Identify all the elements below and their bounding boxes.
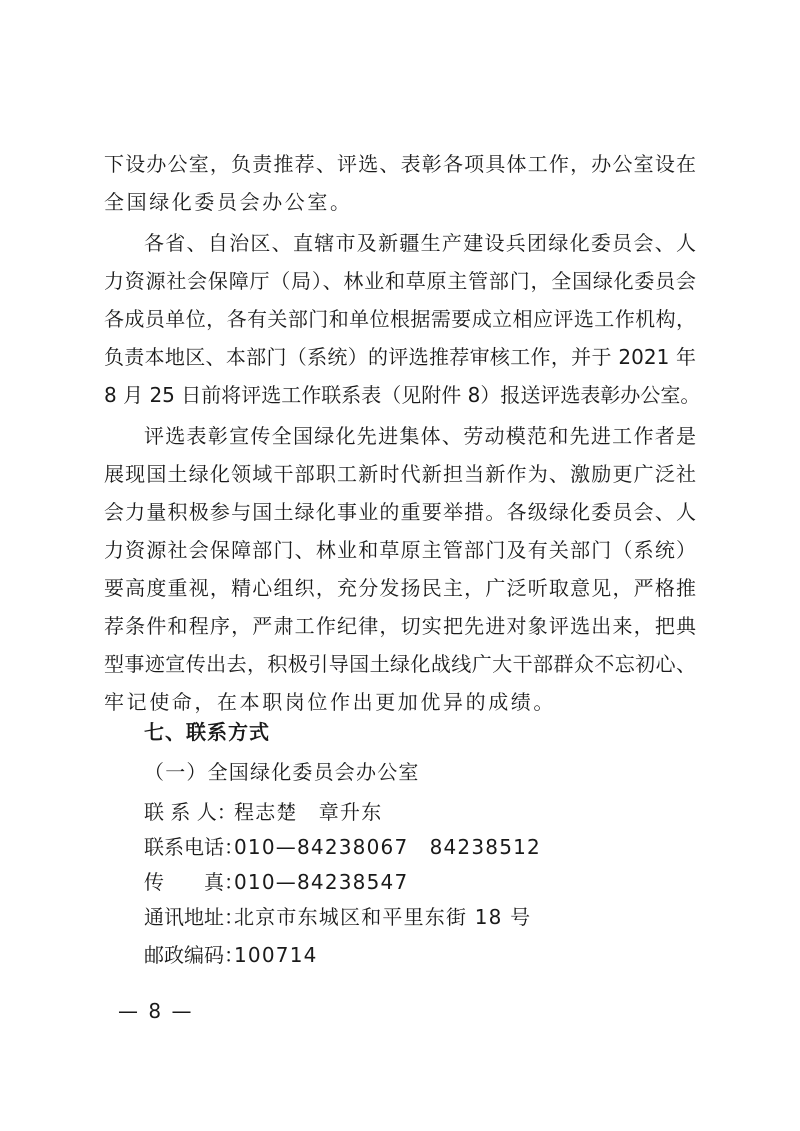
body-line-14: 型事迹宣传出去，积极引导国土绿化战线广大干部群众不忘初心、 bbox=[104, 652, 696, 676]
body-line-1: 下设办公室，负责推荐、评选、表彰各项具体工作，办公室设在 bbox=[104, 152, 696, 176]
page-number: — 8 — bbox=[118, 999, 194, 1023]
body-line-11: 力资源社会保障部门、林业和草原主管部门及有关部门（系统） bbox=[104, 538, 696, 562]
body-line-7: 8 月 25 日前将评选工作联系表（见附件 8）报送评选表彰办公室。 bbox=[104, 383, 701, 407]
body-line-12: 要高度重视，精心组织，充分发扬民主，广泛听取意见，严格推 bbox=[104, 576, 696, 600]
body-line-3: 各省、自治区、直辖市及新疆生产建设兵团绿化委员会、人 bbox=[144, 231, 696, 255]
contact-fax-value: 010—84238547 bbox=[234, 870, 409, 894]
body-line-9: 展现国土绿化领域干部职工新时代新担当新作为、激励更广泛社 bbox=[104, 462, 696, 486]
body-line-13: 荐条件和程序，严肃工作纪律，切实把先进对象评选出来，把典 bbox=[104, 614, 696, 638]
contact-address-row bbox=[144, 903, 531, 931]
contact-person-row bbox=[144, 798, 382, 826]
contact-phone-row bbox=[144, 833, 541, 861]
contact-office: （一）全国绿化委员会办公室 bbox=[144, 760, 420, 784]
body-line-15: 牢记使命，在本职岗位作出更加优异的成绩。 bbox=[104, 690, 556, 714]
contact-address-label: 通讯地址： bbox=[144, 905, 244, 929]
body-line-5: 各成员单位，各有关部门和单位根据需要成立相应评选工作机构， bbox=[104, 307, 696, 331]
body-line-10: 会力量积极参与国土绿化事业的重要举措。各级绿化委员会、人 bbox=[104, 500, 696, 524]
contact-phone-value: 010—84238067 84238512 bbox=[234, 835, 541, 859]
contact-address-value: 北京市东城区和平里东街 18 号 bbox=[234, 905, 532, 929]
body-line-8: 评选表彰宣传全国绿化先进集体、劳动模范和先进工作者是 bbox=[144, 424, 696, 448]
contact-phone-label: 联系电话： bbox=[144, 835, 244, 859]
contact-person-value: 程志楚 章升东 bbox=[234, 800, 383, 824]
section-heading: 七、联系方式 bbox=[144, 720, 270, 744]
contact-fax-row bbox=[144, 868, 408, 896]
contact-postcode-value: 100714 bbox=[234, 943, 318, 967]
body-line-4: 力资源社会保障厅（局）、林业和草原主管部门，全国绿化委员会 bbox=[104, 269, 696, 293]
body-line-6: 负责本地区、本部门（系统）的评选推荐审核工作，并于 2021 年 bbox=[104, 345, 696, 369]
contact-fax-label: 传 真： bbox=[144, 870, 244, 894]
body-line-2: 全国绿化委员会办公室。 bbox=[104, 190, 353, 214]
contact-postcode-label: 邮政编码： bbox=[144, 943, 244, 967]
contact-person-label: 联 系 人： bbox=[144, 800, 237, 824]
contact-postcode-row bbox=[144, 941, 318, 969]
